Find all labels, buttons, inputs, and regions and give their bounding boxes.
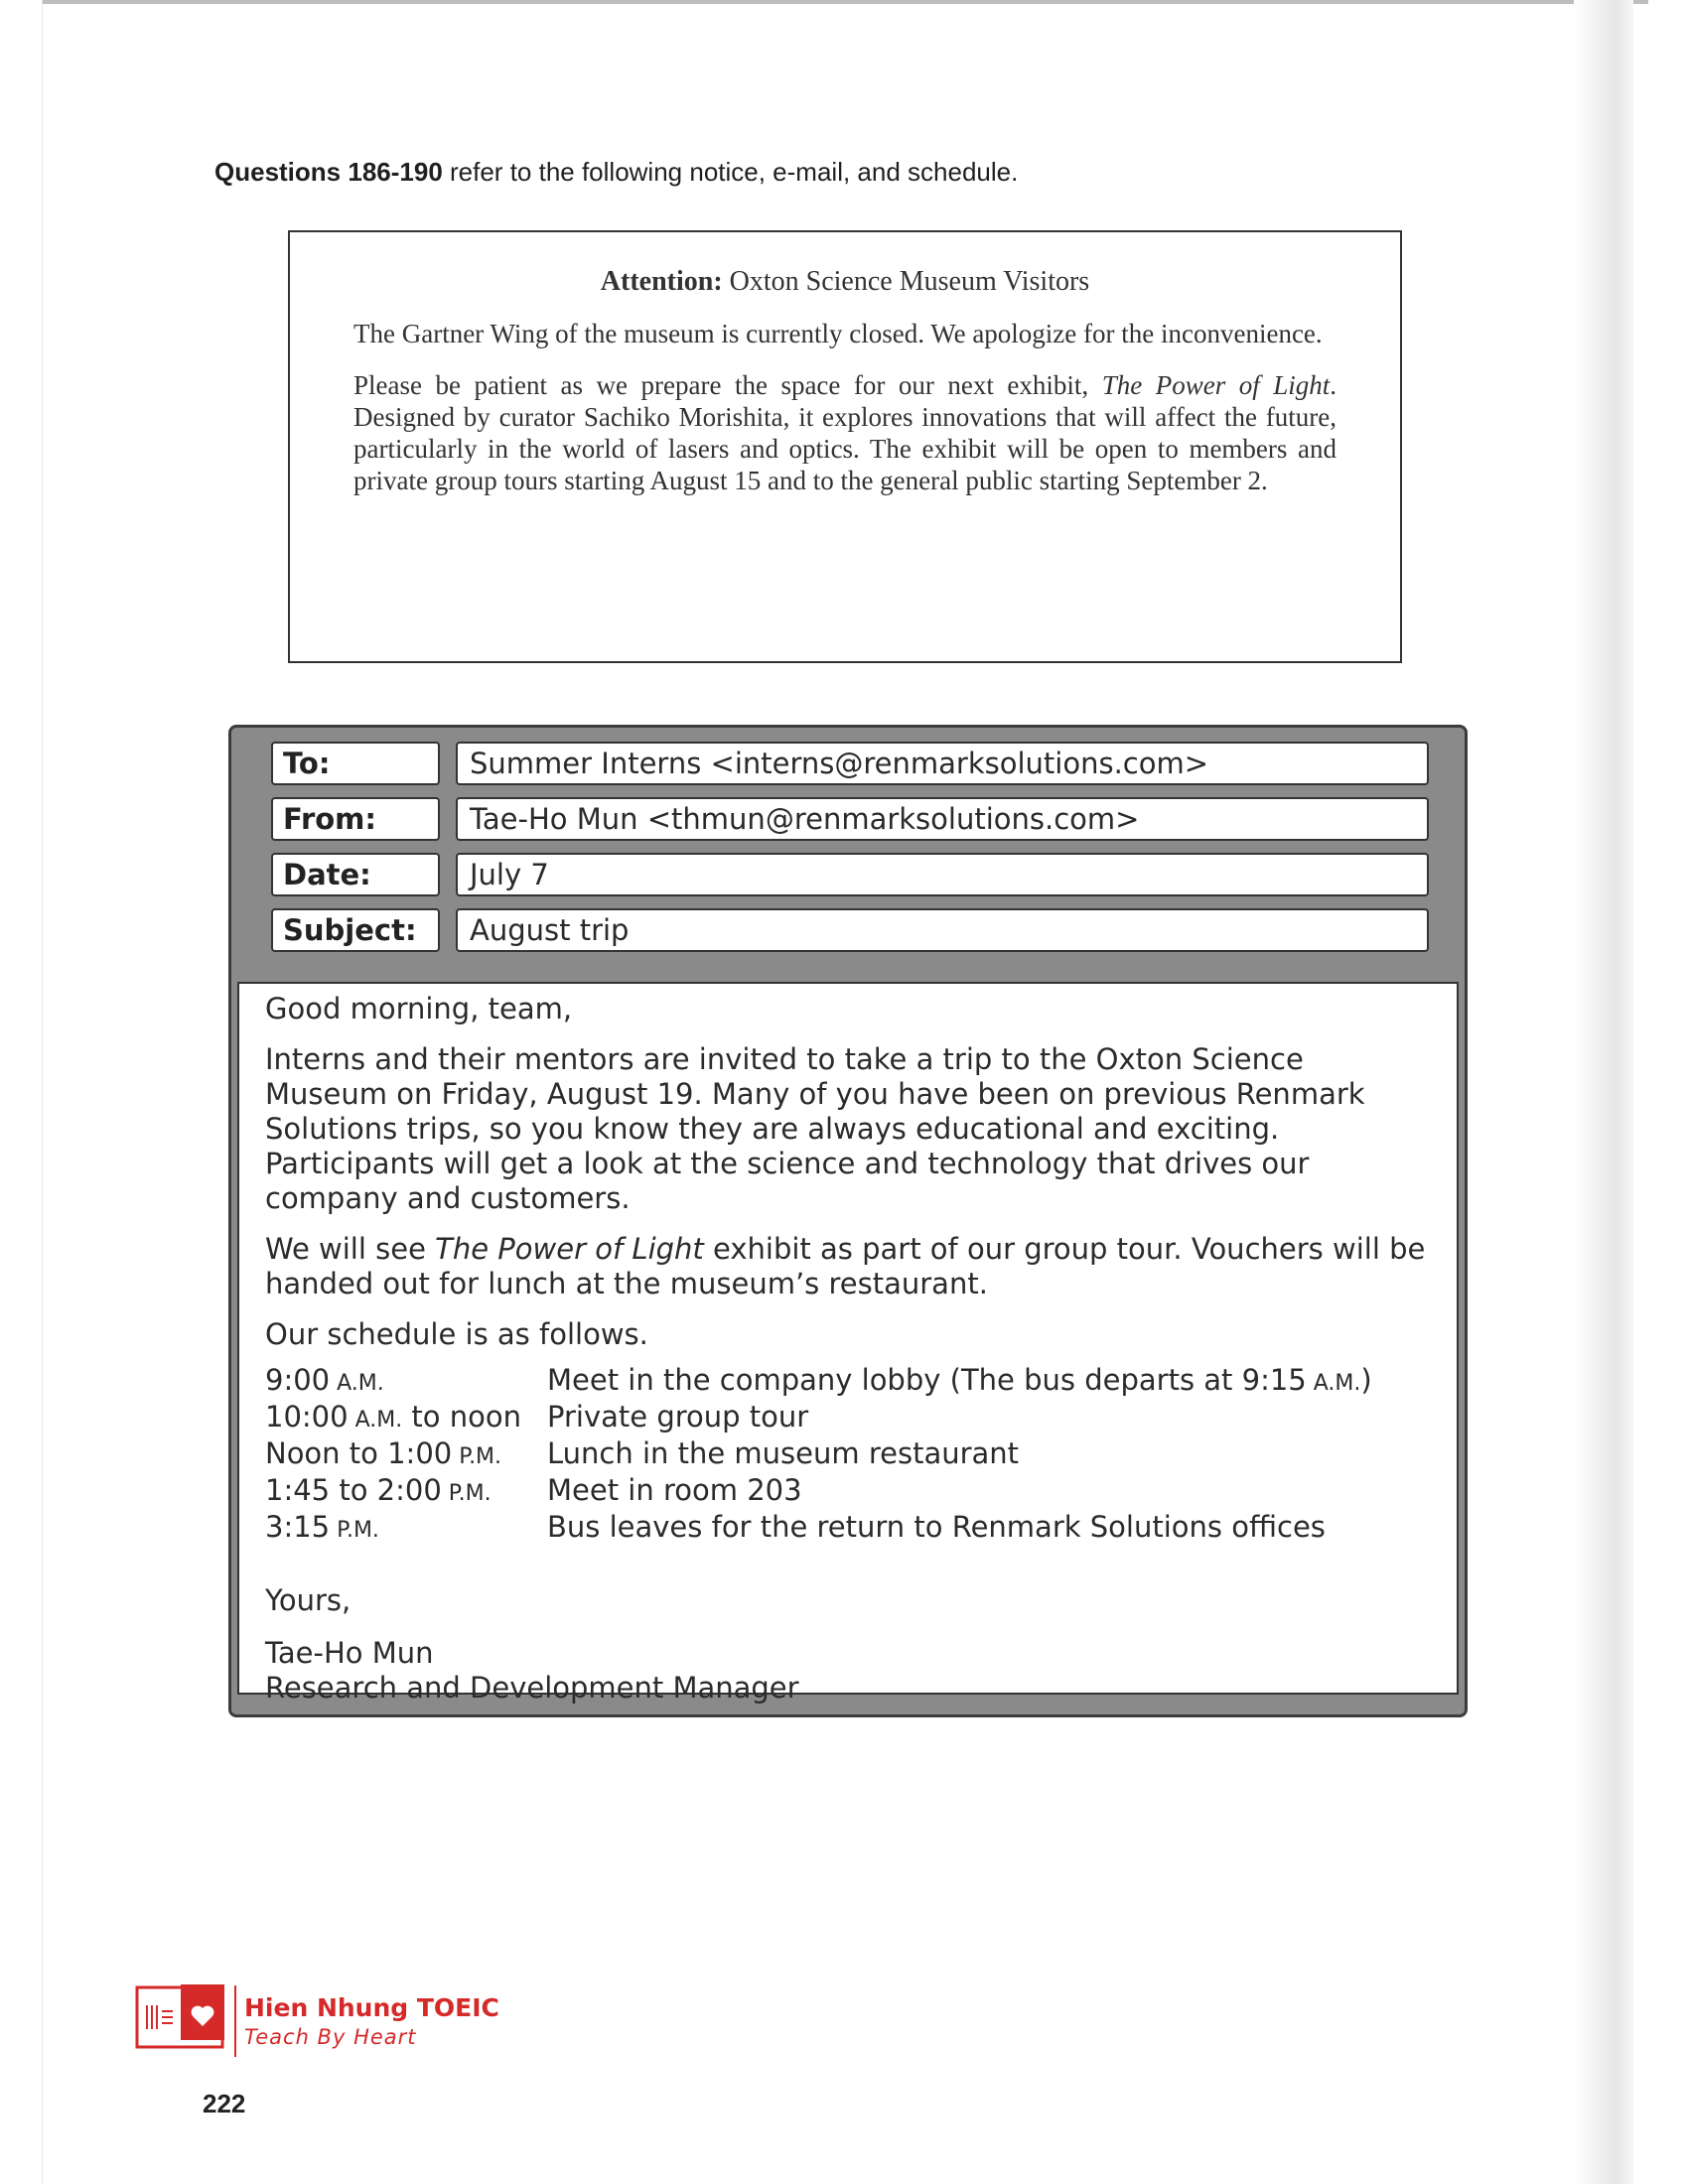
time-suffix: A.M. xyxy=(348,1408,403,1433)
schedule-activity: Meet in room 203 xyxy=(547,1473,802,1507)
notice-title xyxy=(353,266,1336,298)
notice-paragraph-1: The Gartner Wing of the museum is currently closed. We apologize for the inconvenience. xyxy=(353,319,1323,348)
time-suffix: P.M. xyxy=(441,1481,492,1506)
header-label-from: From: xyxy=(271,797,440,841)
email xyxy=(228,725,1468,1717)
email-body xyxy=(237,982,1459,1705)
brand-divider xyxy=(234,1985,236,2057)
header-value-to: Summer Interns <interns@renmarksolutions.com> xyxy=(456,742,1429,785)
time-text: Noon to 1:00 xyxy=(265,1436,453,1470)
brand-name: Hien Nhung TOEIC xyxy=(244,1993,499,2022)
notice-title-bold: Attention: xyxy=(600,266,723,297)
time-text: 10:00 xyxy=(265,1400,349,1433)
email-exhibit-name: The Power of Light xyxy=(435,1232,704,1266)
email-p2-post: exhibit as part of our group tour. Vouchers will be handed out for lunch at the museum’s restaurant. xyxy=(265,1232,1426,1300)
questions-intro xyxy=(214,157,1018,188)
intro-text: refer to the following notice, e-mail, and schedule. xyxy=(442,157,1019,187)
schedule-time xyxy=(265,1435,547,1472)
page-edge xyxy=(40,0,1648,4)
question-range: Questions 186-190 xyxy=(214,157,443,187)
schedule-row xyxy=(265,1472,1427,1509)
page-number: 222 xyxy=(203,2089,246,2118)
page-shadow xyxy=(1574,0,1633,2184)
schedule-time xyxy=(265,1472,547,1509)
schedule-activity: Private group tour xyxy=(547,1400,809,1433)
time-text: 1:45 to 2:00 xyxy=(265,1473,442,1507)
signature-name: Tae-Ho Mun xyxy=(265,1636,434,1670)
notice-p2-pre: Please be patient as we prepare the space for our next exhibit, xyxy=(353,370,1102,400)
header-value-from: Tae-Ho Mun <thmun@renmarksolutions.com> xyxy=(456,797,1429,841)
signature-title: Research and Development Manager xyxy=(265,1671,799,1705)
schedule xyxy=(265,1362,1427,1546)
schedule-row xyxy=(265,1362,1427,1399)
time-text: 3:15 xyxy=(265,1510,331,1544)
schedule-row xyxy=(265,1399,1427,1435)
notice-p2-post: . Designed by curator Sachiko Morishita, it explores innovations that will affect the future, particularly in the world of lasers and optics. The exhibit will be open to members and private group tours starting August 15 and to the general public starting September 2. xyxy=(353,370,1337,495)
schedule-row xyxy=(265,1435,1427,1472)
schedule-time xyxy=(265,1362,547,1399)
page-margin xyxy=(0,0,43,2184)
notice-paragraph-2 xyxy=(353,369,1336,496)
email-closing: Yours, xyxy=(265,1583,352,1617)
notice xyxy=(288,230,1402,663)
schedule-row xyxy=(265,1509,1427,1546)
schedule-activity: Lunch in the museum restaurant xyxy=(547,1436,1020,1470)
email-p2-pre: We will see xyxy=(265,1232,436,1266)
book-heart-icon xyxy=(135,1981,226,2051)
notice-exhibit-name: The Power of Light xyxy=(1101,370,1331,400)
header-value-subject: August trip xyxy=(456,908,1429,952)
activity-end: ) xyxy=(1360,1363,1372,1397)
email-paragraph-2 xyxy=(265,1232,1427,1301)
schedule-time xyxy=(265,1399,547,1435)
brand-tagline: Teach By Heart xyxy=(244,2025,417,2049)
time-text: 9:00 xyxy=(265,1363,331,1397)
email-greeting: Good morning, team, xyxy=(265,992,573,1025)
email-paragraph-1: Interns and their mentors are invited to take a trip to the Oxton Science Museum on Friday, August 19. Many of you have been on previous Renmark Solutions trips, so you know they are always educational and exciting. Participants will get a look at the science and technology that drives our company and customers. xyxy=(265,1042,1365,1215)
time-suffix: A.M. xyxy=(330,1371,384,1396)
schedule-activity xyxy=(547,1362,1372,1399)
time-suffix: P.M. xyxy=(452,1444,502,1469)
time-text-2: to noon xyxy=(402,1400,521,1433)
header-label-date: Date: xyxy=(271,853,440,896)
schedule-intro: Our schedule is as follows. xyxy=(265,1317,648,1351)
activity-text: Meet in the company lobby (The bus departs at 9:15 xyxy=(547,1363,1307,1397)
header-value-date: July 7 xyxy=(456,853,1429,896)
header-label-subject: Subject: xyxy=(271,908,440,952)
time-suffix: P.M. xyxy=(330,1518,379,1543)
schedule-time xyxy=(265,1509,547,1546)
activity-suffix: A.M. xyxy=(1306,1371,1361,1396)
header-label-to: To: xyxy=(271,742,440,785)
schedule-activity: Bus leaves for the return to Renmark Solutions offices xyxy=(547,1510,1326,1544)
notice-title-rest: Oxton Science Museum Visitors xyxy=(722,266,1090,297)
